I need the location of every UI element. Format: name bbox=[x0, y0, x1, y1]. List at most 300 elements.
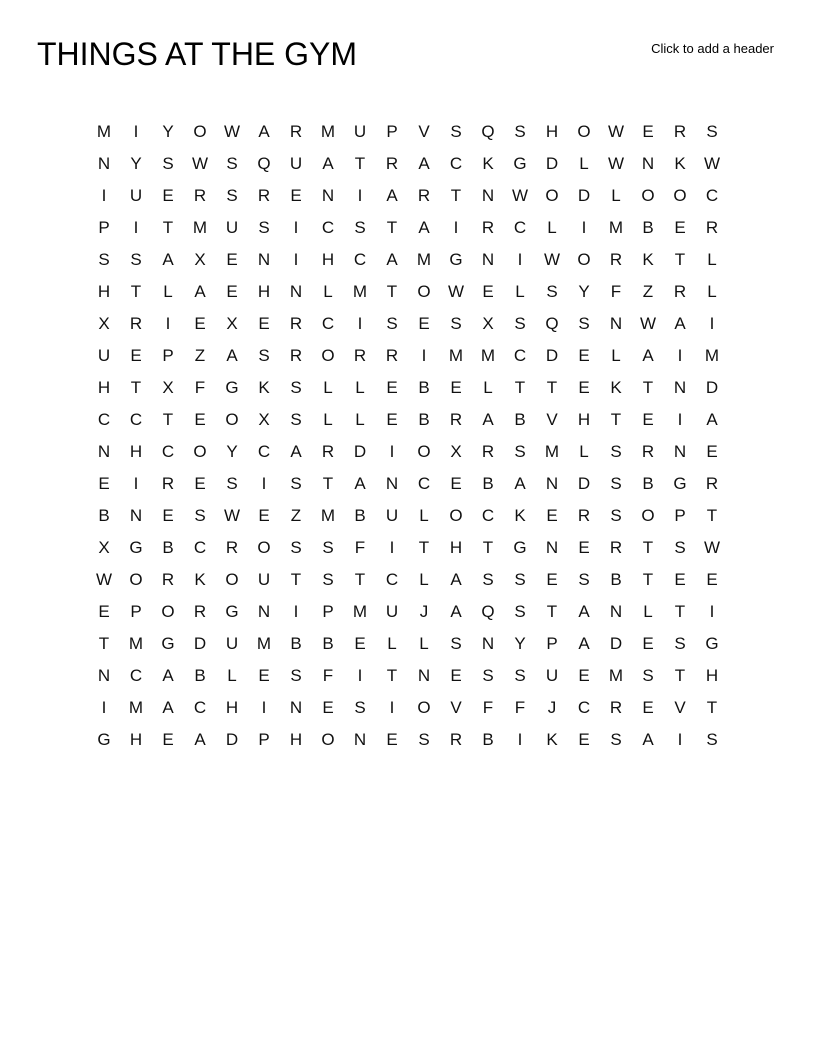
grid-letter: O bbox=[161, 602, 175, 621]
grid-letter: W bbox=[639, 314, 657, 333]
grid-letter: L bbox=[323, 410, 333, 429]
grid-letter: R bbox=[641, 442, 655, 461]
grid-letter: E bbox=[98, 602, 110, 621]
grid-letter: H bbox=[545, 122, 559, 141]
grid-row bbox=[88, 692, 728, 724]
grid-letter: W bbox=[511, 186, 529, 205]
grid-letter: I bbox=[133, 474, 139, 493]
grid-letter: S bbox=[578, 570, 590, 589]
grid-row bbox=[88, 724, 728, 756]
grid-letter: A bbox=[322, 154, 334, 173]
grid-letter: B bbox=[418, 410, 430, 429]
grid-letter: T bbox=[706, 698, 718, 717]
grid-letter: R bbox=[609, 250, 623, 269]
grid-letter: R bbox=[609, 698, 623, 717]
grid-letter: O bbox=[417, 282, 431, 301]
grid-letter: F bbox=[514, 698, 526, 717]
grid-letter: M bbox=[416, 250, 432, 269]
grid-letter: B bbox=[290, 634, 302, 653]
grid-letter: I bbox=[517, 250, 523, 269]
grid-letter: H bbox=[705, 666, 719, 685]
grid-letter: A bbox=[450, 602, 462, 621]
grid-letter: T bbox=[450, 186, 462, 205]
grid-letter: G bbox=[673, 474, 687, 493]
grid-letter: S bbox=[642, 666, 654, 685]
grid-letter: E bbox=[386, 730, 398, 749]
grid-letter: O bbox=[577, 250, 591, 269]
grid-letter: A bbox=[642, 346, 654, 365]
grid-letter: E bbox=[194, 474, 206, 493]
grid-letter: W bbox=[95, 570, 113, 589]
grid-letter: L bbox=[547, 218, 557, 237]
grid-letter: N bbox=[289, 698, 303, 717]
grid-letter: H bbox=[321, 250, 335, 269]
grid-letter: V bbox=[450, 698, 462, 717]
grid-letter: M bbox=[544, 442, 560, 461]
grid-letter: M bbox=[192, 218, 208, 237]
grid-letter: C bbox=[353, 250, 367, 269]
grid-letter: C bbox=[577, 698, 591, 717]
grid-letter: D bbox=[577, 186, 591, 205]
grid-letter: D bbox=[545, 154, 559, 173]
grid-letter: H bbox=[289, 730, 303, 749]
grid-letter: O bbox=[545, 186, 559, 205]
word-search-grid bbox=[88, 116, 728, 756]
grid-letter: S bbox=[322, 570, 334, 589]
grid-letter: O bbox=[257, 538, 271, 557]
grid-letter: T bbox=[642, 570, 654, 589]
grid-letter: L bbox=[579, 154, 589, 173]
grid-letter: N bbox=[385, 474, 399, 493]
grid-letter: T bbox=[354, 570, 366, 589]
grid-letter: T bbox=[514, 378, 526, 397]
grid-letter: S bbox=[706, 122, 718, 141]
grid-letter: N bbox=[545, 538, 559, 557]
grid-letter: T bbox=[386, 282, 398, 301]
grid-letter: A bbox=[578, 602, 590, 621]
grid-letter: H bbox=[129, 730, 143, 749]
grid-letter: I bbox=[357, 314, 363, 333]
grid-letter: L bbox=[707, 250, 717, 269]
grid-letter: I bbox=[357, 666, 363, 685]
page-title: THINGS AT THE GYM bbox=[37, 36, 358, 72]
grid-row bbox=[88, 468, 728, 500]
grid-letter: S bbox=[354, 698, 366, 717]
grid-letter: C bbox=[129, 410, 143, 429]
grid-row bbox=[88, 500, 728, 532]
grid-letter: M bbox=[128, 634, 144, 653]
grid-letter: R bbox=[577, 506, 591, 525]
grid-letter: E bbox=[98, 474, 110, 493]
grid-letter: W bbox=[543, 250, 561, 269]
grid-letter: R bbox=[481, 442, 495, 461]
grid-letter: M bbox=[352, 282, 368, 301]
grid-letter: C bbox=[513, 346, 527, 365]
grid-letter: K bbox=[514, 506, 526, 525]
grid-letter: R bbox=[385, 346, 399, 365]
grid-letter: E bbox=[130, 346, 142, 365]
grid-letter: A bbox=[514, 474, 526, 493]
grid-letter: Y bbox=[578, 282, 590, 301]
grid-row bbox=[88, 308, 728, 340]
grid-letter: E bbox=[354, 634, 366, 653]
grid-letter: T bbox=[642, 538, 654, 557]
grid-letter: S bbox=[258, 346, 270, 365]
grid-letter: M bbox=[608, 218, 624, 237]
grid-letter: S bbox=[194, 506, 206, 525]
grid-letter: B bbox=[482, 474, 494, 493]
grid-letter: L bbox=[419, 634, 429, 653]
grid-letter: A bbox=[578, 634, 590, 653]
grid-letter: D bbox=[705, 378, 719, 397]
grid-letter: J bbox=[547, 698, 557, 717]
grid-letter: I bbox=[517, 730, 523, 749]
grid-letter: S bbox=[226, 474, 238, 493]
grid-letter: D bbox=[609, 634, 623, 653]
grid-letter: G bbox=[225, 602, 239, 621]
grid-letter: B bbox=[98, 506, 110, 525]
grid-letter: P bbox=[386, 122, 398, 141]
grid-letter: O bbox=[225, 410, 239, 429]
grid-letter: Q bbox=[481, 122, 495, 141]
grid-letter: R bbox=[609, 538, 623, 557]
grid-letter: S bbox=[674, 538, 686, 557]
grid-letter: A bbox=[354, 474, 366, 493]
grid-letter: X bbox=[450, 442, 462, 461]
grid-letter: S bbox=[130, 250, 142, 269]
grid-letter: W bbox=[223, 506, 241, 525]
grid-letter: M bbox=[608, 666, 624, 685]
grid-row bbox=[88, 372, 728, 404]
grid-letter: S bbox=[514, 442, 526, 461]
grid-letter: T bbox=[130, 378, 142, 397]
grid-letter: G bbox=[513, 538, 527, 557]
grid-letter: V bbox=[546, 410, 558, 429]
grid-letter: G bbox=[161, 634, 175, 653]
grid-letter: X bbox=[258, 410, 270, 429]
grid-letter: A bbox=[290, 442, 302, 461]
grid-letter: I bbox=[261, 698, 267, 717]
grid-letter: B bbox=[354, 506, 366, 525]
grid-letter: E bbox=[258, 506, 270, 525]
grid-letter: T bbox=[162, 410, 174, 429]
grid-row bbox=[88, 596, 728, 628]
grid-letter: R bbox=[289, 314, 303, 333]
grid-row bbox=[88, 116, 728, 148]
grid-letter: R bbox=[161, 474, 175, 493]
grid-row bbox=[88, 436, 728, 468]
grid-letter: S bbox=[450, 314, 462, 333]
grid-letter: G bbox=[449, 250, 463, 269]
grid-letter: K bbox=[546, 730, 558, 749]
grid-letter: A bbox=[194, 730, 206, 749]
grid-letter: E bbox=[642, 122, 654, 141]
grid-letter: I bbox=[261, 474, 267, 493]
grid-letter: N bbox=[129, 506, 143, 525]
grid-letter: E bbox=[578, 378, 590, 397]
grid-letter: L bbox=[419, 570, 429, 589]
grid-letter: M bbox=[448, 346, 464, 365]
grid-letter: O bbox=[321, 730, 335, 749]
grid-letter: U bbox=[225, 634, 239, 653]
grid-letter: R bbox=[289, 346, 303, 365]
grid-letter: R bbox=[129, 314, 143, 333]
grid-letter: T bbox=[642, 378, 654, 397]
grid-letter: C bbox=[481, 506, 495, 525]
grid-letter: S bbox=[610, 730, 622, 749]
grid-letter: W bbox=[607, 154, 625, 173]
grid-letter: R bbox=[449, 410, 463, 429]
grid-letter: M bbox=[256, 634, 272, 653]
grid-letter: R bbox=[705, 218, 719, 237]
grid-letter: N bbox=[97, 666, 111, 685]
grid-letter: W bbox=[703, 538, 721, 557]
grid-row bbox=[88, 532, 728, 564]
grid-letter: E bbox=[546, 506, 558, 525]
grid-letter: D bbox=[545, 346, 559, 365]
grid-letter: N bbox=[481, 186, 495, 205]
grid-row bbox=[88, 628, 728, 660]
grid-letter: L bbox=[611, 346, 621, 365]
grid-row bbox=[88, 148, 728, 180]
grid-letter: F bbox=[610, 282, 622, 301]
grid-letter: O bbox=[321, 346, 335, 365]
grid-letter: S bbox=[162, 154, 174, 173]
grid-letter: C bbox=[257, 442, 271, 461]
grid-letter: G bbox=[225, 378, 239, 397]
grid-letter: B bbox=[194, 666, 206, 685]
grid-letter: S bbox=[514, 570, 526, 589]
grid-letter: S bbox=[98, 250, 110, 269]
grid-letter: I bbox=[389, 698, 395, 717]
grid-letter: T bbox=[98, 634, 110, 653]
grid-letter: L bbox=[323, 378, 333, 397]
grid-letter: X bbox=[98, 314, 110, 333]
grid-letter: S bbox=[450, 122, 462, 141]
grid-letter: E bbox=[450, 378, 462, 397]
grid-letter: S bbox=[386, 314, 398, 333]
grid-letter: O bbox=[129, 570, 143, 589]
grid-letter: L bbox=[387, 634, 397, 653]
grid-letter: B bbox=[642, 474, 654, 493]
grid-letter: I bbox=[133, 218, 139, 237]
grid-letter: E bbox=[386, 410, 398, 429]
grid-letter: P bbox=[130, 602, 142, 621]
grid-row bbox=[88, 660, 728, 692]
grid-letter: R bbox=[417, 186, 431, 205]
grid-letter: I bbox=[581, 218, 587, 237]
grid-letter: T bbox=[706, 506, 718, 525]
grid-letter: A bbox=[162, 666, 174, 685]
grid-letter: S bbox=[514, 314, 526, 333]
grid-letter: A bbox=[386, 250, 398, 269]
grid-letter: B bbox=[162, 538, 174, 557]
grid-letter: E bbox=[706, 442, 718, 461]
grid-letter: Z bbox=[642, 282, 654, 301]
grid-letter: B bbox=[610, 570, 622, 589]
grid-letter: E bbox=[482, 282, 494, 301]
grid-letter: V bbox=[674, 698, 686, 717]
grid-letter: O bbox=[225, 570, 239, 589]
grid-letter: A bbox=[642, 730, 654, 749]
grid-letter: L bbox=[643, 602, 653, 621]
grid-letter: S bbox=[482, 570, 494, 589]
grid-letter: D bbox=[193, 634, 207, 653]
grid-letter: N bbox=[257, 250, 271, 269]
grid-letter: U bbox=[129, 186, 143, 205]
grid-letter: H bbox=[225, 698, 239, 717]
grid-letter: S bbox=[290, 666, 302, 685]
grid-letter: N bbox=[481, 634, 495, 653]
grid-letter: N bbox=[545, 474, 559, 493]
grid-letter: S bbox=[610, 442, 622, 461]
grid-letter: E bbox=[674, 218, 686, 237]
grid-letter: N bbox=[289, 282, 303, 301]
grid-letter: N bbox=[353, 730, 367, 749]
grid-letter: T bbox=[290, 570, 302, 589]
grid-letter: L bbox=[611, 186, 621, 205]
grid-letter: S bbox=[514, 122, 526, 141]
grid-letter: N bbox=[97, 442, 111, 461]
grid-letter: E bbox=[226, 282, 238, 301]
grid-letter: U bbox=[385, 602, 399, 621]
grid-letter: I bbox=[293, 250, 299, 269]
grid-row bbox=[88, 180, 728, 212]
grid-letter: C bbox=[129, 666, 143, 685]
grid-letter: N bbox=[641, 154, 655, 173]
grid-letter: S bbox=[610, 506, 622, 525]
grid-letter: C bbox=[193, 698, 207, 717]
grid-letter: E bbox=[162, 506, 174, 525]
grid-letter: L bbox=[163, 282, 173, 301]
grid-letter: C bbox=[321, 314, 335, 333]
grid-letter: R bbox=[225, 538, 239, 557]
grid-letter: N bbox=[97, 154, 111, 173]
grid-letter: M bbox=[704, 346, 720, 365]
grid-letter: E bbox=[226, 250, 238, 269]
grid-letter: S bbox=[546, 282, 558, 301]
grid-letter: A bbox=[386, 186, 398, 205]
grid-letter: C bbox=[417, 474, 431, 493]
grid-letter: X bbox=[162, 378, 174, 397]
grid-letter: O bbox=[641, 186, 655, 205]
grid-letter: I bbox=[389, 442, 395, 461]
grid-letter: O bbox=[577, 122, 591, 141]
header-placeholder[interactable]: Click to add a header bbox=[651, 41, 774, 56]
grid-letter: I bbox=[709, 314, 715, 333]
grid-letter: M bbox=[320, 122, 336, 141]
grid-letter: A bbox=[482, 410, 494, 429]
grid-letter: A bbox=[162, 250, 174, 269]
grid-letter: U bbox=[225, 218, 239, 237]
grid-letter: R bbox=[257, 186, 271, 205]
grid-letter: E bbox=[642, 410, 654, 429]
grid-letter: P bbox=[546, 634, 558, 653]
grid-letter: T bbox=[674, 602, 686, 621]
grid-letter: A bbox=[418, 218, 430, 237]
grid-row bbox=[88, 404, 728, 436]
grid-letter: E bbox=[194, 410, 206, 429]
grid-letter: F bbox=[322, 666, 334, 685]
grid-letter: I bbox=[677, 410, 683, 429]
grid-letter: N bbox=[417, 666, 431, 685]
grid-letter: I bbox=[133, 122, 139, 141]
grid-letter: R bbox=[673, 122, 687, 141]
grid-letter: I bbox=[709, 602, 715, 621]
grid-letter: E bbox=[578, 538, 590, 557]
grid-letter: H bbox=[129, 442, 143, 461]
grid-letter: H bbox=[577, 410, 591, 429]
grid-letter: A bbox=[706, 410, 718, 429]
grid-row bbox=[88, 564, 728, 596]
grid-letter: F bbox=[194, 378, 206, 397]
grid-letter: N bbox=[609, 602, 623, 621]
grid-letter: X bbox=[194, 250, 206, 269]
grid-letter: T bbox=[386, 218, 398, 237]
grid-letter: T bbox=[322, 474, 334, 493]
grid-letter: P bbox=[98, 218, 110, 237]
grid-letter: I bbox=[677, 346, 683, 365]
grid-letter: L bbox=[579, 442, 589, 461]
grid-letter: E bbox=[386, 378, 398, 397]
grid-letter: A bbox=[194, 282, 206, 301]
grid-letter: E bbox=[162, 186, 174, 205]
grid-letter: E bbox=[194, 314, 206, 333]
grid-letter: M bbox=[320, 506, 336, 525]
grid-letter: U bbox=[257, 570, 271, 589]
grid-letter: C bbox=[193, 538, 207, 557]
grid-letter: L bbox=[419, 506, 429, 525]
grid-row bbox=[88, 212, 728, 244]
grid-letter: T bbox=[610, 410, 622, 429]
grid-letter: U bbox=[385, 506, 399, 525]
grid-letter: C bbox=[705, 186, 719, 205]
grid-letter: O bbox=[449, 506, 463, 525]
grid-letter: M bbox=[352, 602, 368, 621]
grid-letter: A bbox=[226, 346, 238, 365]
grid-letter: T bbox=[482, 538, 494, 557]
grid-letter: W bbox=[447, 282, 465, 301]
grid-letter: R bbox=[385, 154, 399, 173]
grid-letter: Y bbox=[514, 634, 526, 653]
grid-letter: K bbox=[674, 154, 686, 173]
grid-letter: B bbox=[482, 730, 494, 749]
grid-letter: K bbox=[642, 250, 654, 269]
grid-letter: U bbox=[289, 154, 303, 173]
grid-letter: W bbox=[703, 154, 721, 173]
grid-letter: W bbox=[607, 122, 625, 141]
grid-letter: Q bbox=[545, 314, 559, 333]
grid-letter: T bbox=[546, 378, 558, 397]
grid-letter: E bbox=[578, 730, 590, 749]
grid-letter: I bbox=[101, 698, 107, 717]
grid-letter: M bbox=[96, 122, 112, 141]
grid-letter: S bbox=[578, 314, 590, 333]
grid-letter: Z bbox=[194, 346, 206, 365]
grid-letter: S bbox=[514, 602, 526, 621]
grid-letter: S bbox=[706, 730, 718, 749]
grid-letter: A bbox=[418, 154, 430, 173]
grid-letter: L bbox=[227, 666, 237, 685]
grid-letter: B bbox=[514, 410, 526, 429]
grid-letter: C bbox=[161, 442, 175, 461]
grid-letter: I bbox=[293, 602, 299, 621]
grid-letter: T bbox=[354, 154, 366, 173]
grid-letter: L bbox=[355, 378, 365, 397]
grid-letter: O bbox=[193, 442, 207, 461]
grid-letter: S bbox=[290, 378, 302, 397]
grid-letter: C bbox=[321, 218, 335, 237]
